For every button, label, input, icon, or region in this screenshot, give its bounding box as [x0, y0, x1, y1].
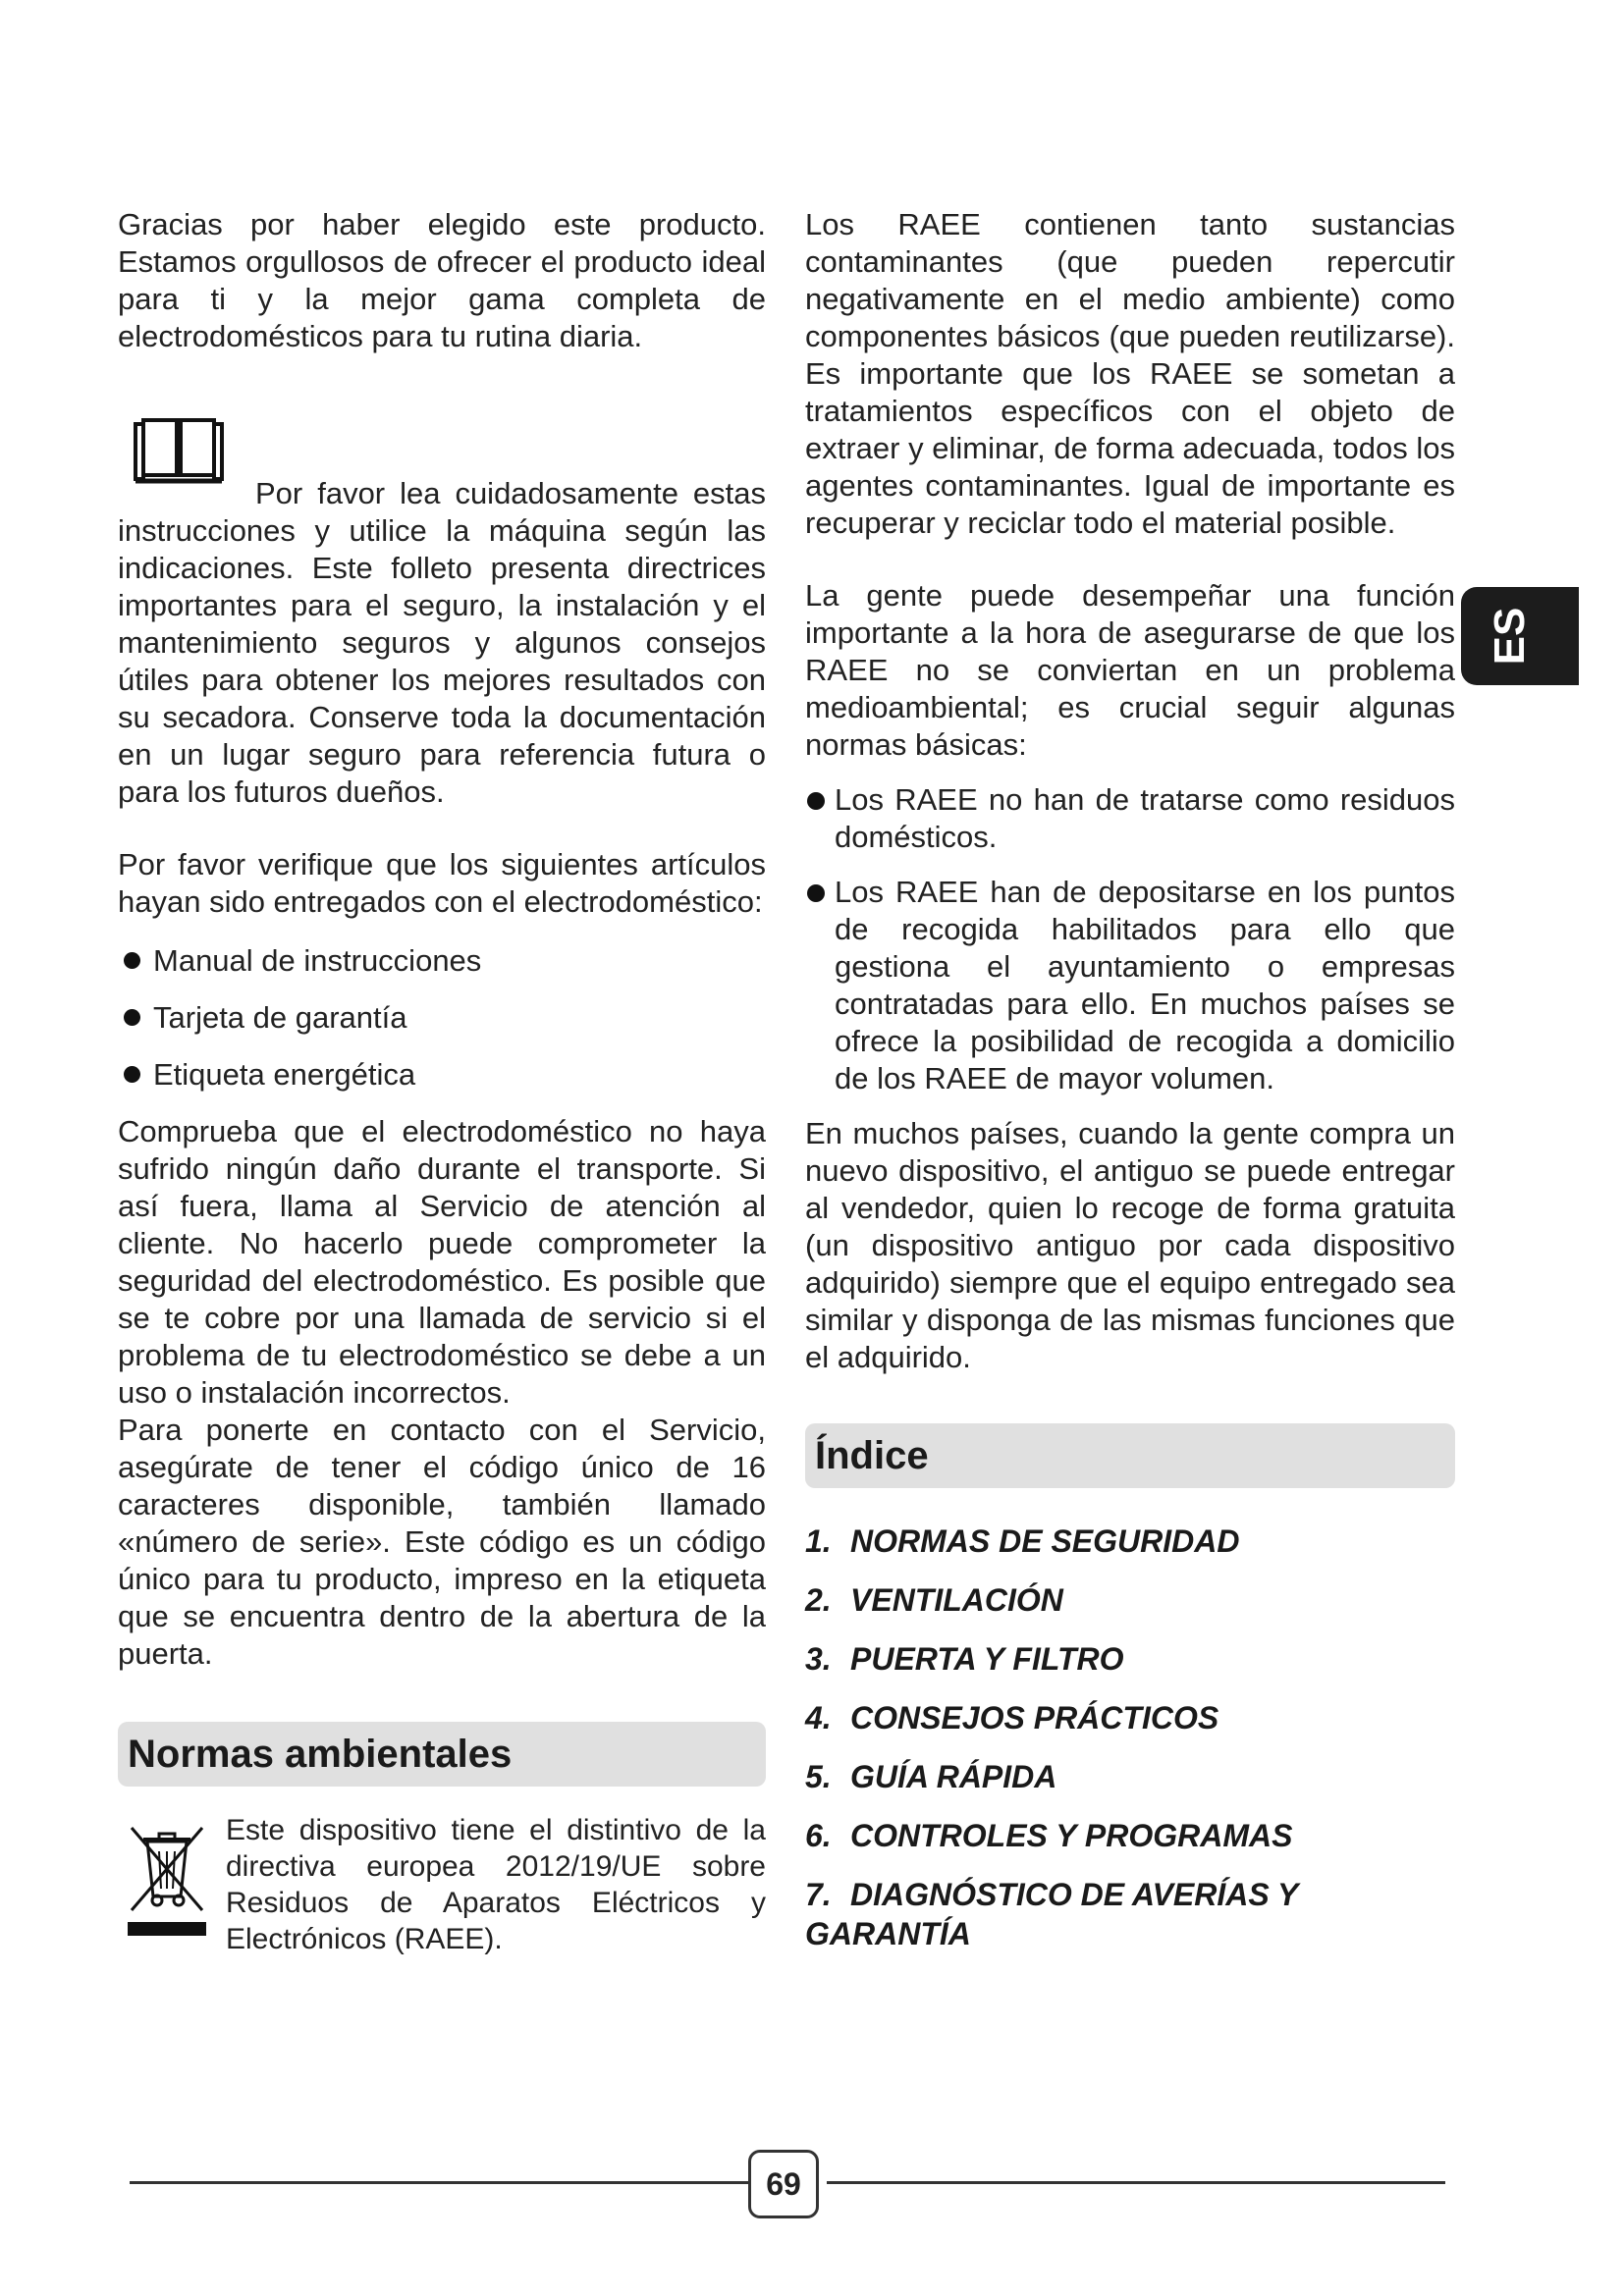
- right-column: [805, 206, 1455, 1973]
- footer-divider-left: [130, 2181, 748, 2184]
- toc-item[interactable]: 2. VENTILACIÓN: [805, 1582, 1063, 1618]
- bullet-icon: [124, 1066, 140, 1083]
- list-item: Etiqueta energética: [118, 1056, 766, 1094]
- raee-rules-list: [805, 781, 1455, 1097]
- bullet-icon: [807, 884, 825, 902]
- raee-paragraph: Este dispositivo tiene el distintivo de la directiva europea 2012/19/UE sobre Residuos de Aparatos Eléctricos y Electrónicos (RAEE).: [226, 1814, 766, 1955]
- toc-item[interactable]: 7. DIAGNÓSTICO DE AVERÍAS Y GARANTÍA: [805, 1877, 1298, 1951]
- toc-item[interactable]: 6. CONTROLES Y PROGRAMAS: [805, 1818, 1293, 1853]
- list-item: Tarjeta de garantía: [118, 999, 766, 1037]
- footer-divider-right: [827, 2181, 1445, 2184]
- left-column: [118, 206, 766, 1957]
- list-item: Manual de instrucciones: [118, 942, 766, 980]
- bullet-icon: [807, 792, 825, 810]
- manual-notice: [118, 414, 766, 811]
- list-item: Los RAEE han de depositarse en los puntos de recogida habilitados para ello que gestiona el ayuntamiento o empresas contratadas para ello. En muchos países se ofrece la posibilidad de recogida a domicilio de los RAEE de mayor volumen.: [805, 874, 1455, 1097]
- intro-paragraph: Gracias por haber elegido este producto. Estamos orgullosos de ofrecer el producto ideal para ti y la mejor gama completa de electrodomésticos para tu rutina diaria.: [118, 207, 766, 353]
- raee-substances-paragraph: Los RAEE contienen tanto sustancias contaminantes (que pueden repercutir negativamente en el medio ambiente) como componentes básicos (que pueden reutilizarse). Es importante que los RAEE se sometan a tratamientos específicos con el objeto de extraer y eliminar, de forma adecuada, todos los agentes contaminantes. Igual de importante es recuperar y reciclar todo el material posible.: [805, 207, 1455, 540]
- delivered-items-list: [118, 942, 766, 1094]
- section-title-indice: Índice: [805, 1423, 1455, 1488]
- check-paragraph: Comprueba que el electrodoméstico no haya sufrido ningún daño durante el transporte. Si así fuera, llama al Servicio de atención al cliente. No hacerlo puede comprometer la seguridad del electrodoméstico. Es posible que se te cobre por una llamada de servicio si el problema de tu electrodoméstico se debe a un uso o instalación incorrectos.: [118, 1114, 766, 1410]
- raee-return-paragraph: En muchos países, cuando la gente compra un nuevo dispositivo, el antiguo se puede entregar al vendedor, quien lo recoge de forma gratuita (un dispositivo antiguo por cada dispositivo adquirido) siempre que el equipo entregado sea similar y disponga de las mismas funciones que el adquirido.: [805, 1116, 1455, 1374]
- book-icon: [132, 414, 226, 487]
- verify-paragraph: Por favor verifique que los siguientes artículos hayan sido entregados con el electrodoméstico:: [118, 847, 766, 919]
- raee-notice: [118, 1812, 766, 1957]
- section-title-normas-ambientales: Normas ambientales: [118, 1722, 766, 1787]
- toc-item[interactable]: 3. PUERTA Y FILTRO: [805, 1641, 1124, 1677]
- raee-role-paragraph: La gente puede desempeñar una función importante a la hora de asegurarse de que los RAEE no se conviertan en un problema medioambiental; es crucial seguir algunas normas básicas:: [805, 578, 1455, 762]
- crossed-bin-icon: [118, 1812, 226, 1957]
- bullet-icon: [124, 952, 140, 969]
- manual-paragraph: Por favor lea cuidadosamente estas instrucciones y utilice la máquina según las indicaciones. Este folleto presenta directrices importantes para el seguro, la instalación y el mantenimiento seguros y algunos consejos útiles para obtener los mejores resultados con su secadora. Conserve toda la documentación en un lugar seguro para referencia futura o para los futuros dueños.: [118, 476, 766, 809]
- table-of-contents: [805, 1522, 1455, 1953]
- page-number: 69: [748, 2150, 819, 2218]
- bullet-icon: [124, 1009, 140, 1026]
- contact-paragraph: Para ponerte en contacto con el Servicio, asegúrate de tener el código único de 16 caracteres disponible, también llamado «número de serie». Este código es un código único para tu producto, impreso en la etiqueta que se encuentra dentro de la abertura de la puerta.: [118, 1413, 766, 1671]
- toc-item[interactable]: 1. NORMAS DE SEGURIDAD: [805, 1523, 1240, 1559]
- language-tab: [1461, 587, 1579, 685]
- toc-item[interactable]: 4. CONSEJOS PRÁCTICOS: [805, 1700, 1219, 1735]
- language-tab-label: ES: [1486, 607, 1534, 666]
- list-item: Los RAEE no han de tratarse como residuos domésticos.: [805, 781, 1455, 856]
- toc-item[interactable]: 5. GUÍA RÁPIDA: [805, 1759, 1057, 1794]
